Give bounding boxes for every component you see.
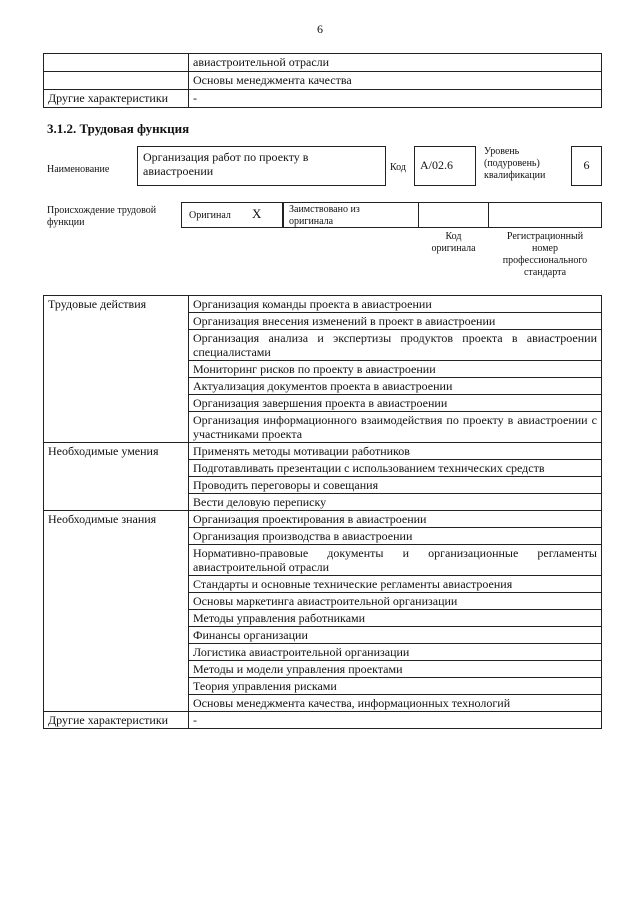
table-cell: Стандарты и основные технические регламенты авиастроения: [189, 576, 602, 593]
level-label-line: Уровень: [484, 146, 520, 157]
caption-line: стандарта: [523, 267, 567, 278]
table-cell: Основы менеджмента качества: [189, 72, 602, 90]
caption-line: Регистрационный: [506, 231, 584, 242]
table-row: [44, 296, 602, 313]
table-row: [44, 712, 602, 729]
original-label: Оригинал: [189, 210, 231, 221]
table-cell: Организация команды проекта в авиастроении: [189, 296, 602, 313]
table-row: [44, 511, 602, 528]
level-label: [484, 146, 545, 182]
table-cell: Основы менеджмента качества, информационных технологий: [189, 695, 602, 712]
table-cell: Методы управления работниками: [189, 610, 602, 627]
caption-line: профессионального: [502, 255, 588, 266]
caption-line: Код: [445, 231, 462, 242]
caption-line: номер: [532, 243, 558, 254]
section-heading: 3.1.2. Трудовая функция: [47, 121, 190, 136]
table-cell: Организация анализа и экспертизы продуктов проекта в авиастроении специалистами: [189, 330, 602, 361]
code-value: A/02.6: [420, 158, 453, 172]
table-cell: [44, 54, 189, 72]
table-cell: Финансы организации: [189, 627, 602, 644]
code-original-caption: [418, 231, 489, 255]
level-label-line: квалификации: [484, 170, 546, 181]
table-row: [44, 54, 602, 72]
origin-label-line: функции: [47, 217, 85, 228]
borrowed-box: [283, 202, 419, 228]
level-label-line: (подуровень): [484, 158, 540, 169]
original-box: [181, 202, 283, 228]
table-row: [44, 443, 602, 460]
table-cell: Методы и модели управления проектами: [189, 661, 602, 678]
table-cell: авиастроительной отрасли: [189, 54, 602, 72]
name-label: Наименование: [47, 164, 110, 175]
table-cell: Мониторинг рисков по проекту в авиастроении: [189, 361, 602, 378]
table-cell: -: [189, 90, 602, 108]
reg-number-caption: [488, 231, 602, 279]
function-name-line: Организация работ по проекту в: [143, 150, 309, 164]
table-cell: Логистика авиастроительной организации: [189, 644, 602, 661]
table-cell: Организация завершения проекта в авиастроении: [189, 395, 602, 412]
table-row: [44, 72, 602, 90]
labor-actions-label: Трудовые действия: [44, 296, 189, 443]
table-cell: Организация информационного взаимодействия по проекту в авиастроении с участниками проекта: [189, 412, 602, 443]
table-cell: [44, 72, 189, 90]
code-original-box: [418, 202, 489, 228]
table-cell: Применять методы мотивации работников: [189, 443, 602, 460]
table-cell: -: [189, 712, 602, 729]
table-cell: Нормативно-правовые документы и организационные регламенты авиастроительной отрасли: [189, 545, 602, 576]
function-name-line: авиастроении: [143, 164, 214, 178]
level-value: 6: [583, 158, 590, 172]
table-cell: Теория управления рисками: [189, 678, 602, 695]
other-label: Другие характеристики: [44, 712, 189, 729]
table-cell: Организация производства в авиастроении: [189, 528, 602, 545]
borrowed-label-line: Заимствовано из: [289, 204, 360, 215]
top-table: [43, 53, 602, 108]
table-cell: Основы маркетинга авиастроительной организации: [189, 593, 602, 610]
borrowed-label: [289, 204, 360, 228]
table-cell: Подготавливать презентации с использованием технических средств: [189, 460, 602, 477]
knowledge-label: Необходимые знания: [44, 511, 189, 712]
page-number: 6: [317, 22, 323, 36]
code-box: [414, 146, 476, 186]
origin-label: [47, 205, 156, 229]
skills-label: Необходимые умения: [44, 443, 189, 511]
table-cell: Проводить переговоры и совещания: [189, 477, 602, 494]
table-row: [44, 90, 602, 108]
function-name-box: [137, 146, 386, 186]
level-box: [571, 146, 602, 186]
table-cell: Актуализация документов проекта в авиастроении: [189, 378, 602, 395]
table-cell: Другие характеристики: [44, 90, 189, 108]
code-label: Код: [390, 162, 406, 173]
original-mark: X: [252, 206, 262, 221]
reg-number-box: [488, 202, 602, 228]
borrowed-label-line: оригинала: [289, 216, 334, 227]
caption-line: оригинала: [431, 243, 476, 254]
table-cell: Вести деловую переписку: [189, 494, 602, 511]
table-cell: Организация проектирования в авиастроении: [189, 511, 602, 528]
main-table: [43, 295, 602, 729]
origin-label-line: Происхождение трудовой: [47, 205, 157, 216]
table-cell: Организация внесения изменений в проект в авиастроении: [189, 313, 602, 330]
